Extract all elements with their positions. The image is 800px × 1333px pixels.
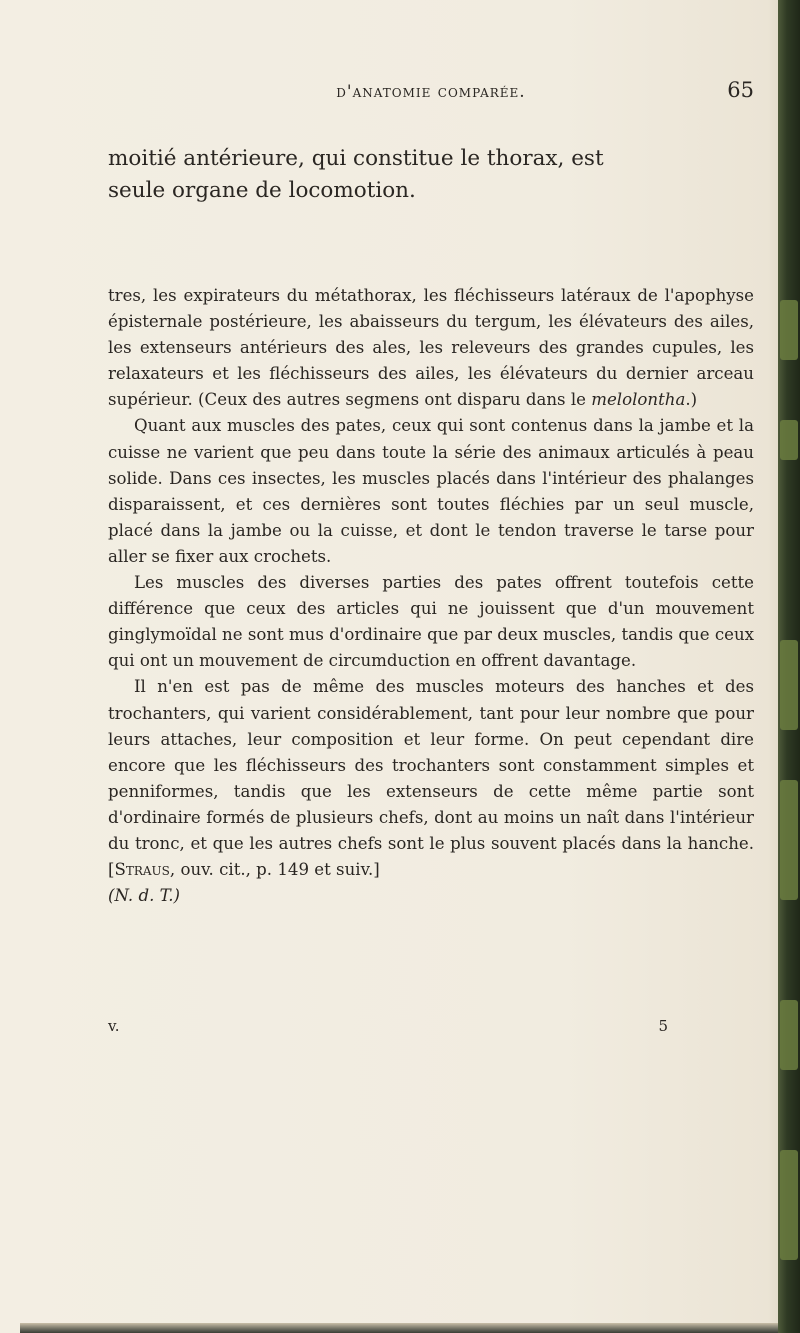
body-text bbox=[108, 283, 754, 909]
author-name: Straus bbox=[114, 860, 170, 880]
translator-note-text: (N. d. T.) bbox=[108, 886, 181, 906]
species-name: melolontha bbox=[591, 390, 686, 410]
paragraph-text: tres, les expirateurs du métathorax, les fléchisseurs latéraux de l'apophyse épisternale postérieure, les abaisseurs du tergum, les élévateurs des ailes, les extenseurs antérieurs des ales, les releveurs des grandes cupules, les relaxateurs et les fléchisseurs des ailes, les élévateurs du dernier arceau supérieur. (Ceux des autres segmens ont disparu dans le bbox=[108, 286, 754, 410]
translator-note bbox=[108, 883, 754, 909]
page-bottom-edge bbox=[20, 1323, 778, 1333]
page-edge-strip bbox=[778, 0, 800, 1333]
running-title: d'anatomie comparée. bbox=[336, 82, 526, 102]
lead-line: moitié antérieure, qui constitue le thorax, est bbox=[108, 146, 604, 171]
paragraph bbox=[108, 674, 754, 883]
running-head bbox=[108, 78, 754, 108]
paragraph: Quant aux muscles des pates, ceux qui sont contenus dans la jambe et la cuisse ne varient que peu dans toute la série des animaux articulés à peau solide. Dans ces insectes, les muscles placés dans l'intérieur des phalanges disparaissent, et ces dernières sont toutes fléchies par un seul muscle, placé dans la jambe ou la cuisse, et dont le tendon traverse le tarse pour aller se fixer aux crochets. bbox=[108, 416, 754, 566]
lead-line: seule organe de locomotion. bbox=[108, 178, 416, 203]
lead-paragraph bbox=[108, 143, 754, 207]
signature-mark: 5 bbox=[658, 1017, 668, 1035]
paragraph-text: , ouv. cit., p. 149 et suiv.] bbox=[169, 860, 380, 880]
paragraph bbox=[108, 283, 754, 413]
paragraph: Les muscles des diverses parties des pates offrent toutefois cette différence que ceux des articles qui ne jouissent que d'un mouvement ginglymoïdal ne sont mus d'ordinaire que par deux muscles, tandis que ceux qui ont un mouvement de circumduction en offrent davantage. bbox=[108, 573, 754, 671]
paragraph-text: Il n'en est pas de même des muscles moteurs des hanches et des trochanters, qui varient considérablement, tant pour leur nombre que pour leurs attaches, leur composition et leur forme. On peut cependant dire encore que les fléchisseurs des trochanters sont constamment simples et penniformes, tandis que les extenseurs de cette même partie sont d'ordinaire formés de plusieurs chefs, dont au moins un naît dans l'intérieur du tronc, et que les autres chefs sont le plus souvent placés dans la hanche. [ bbox=[108, 677, 754, 880]
page-number: 65 bbox=[727, 78, 754, 102]
volume-mark: v. bbox=[108, 1017, 120, 1035]
paragraph-text: .) bbox=[685, 390, 698, 410]
